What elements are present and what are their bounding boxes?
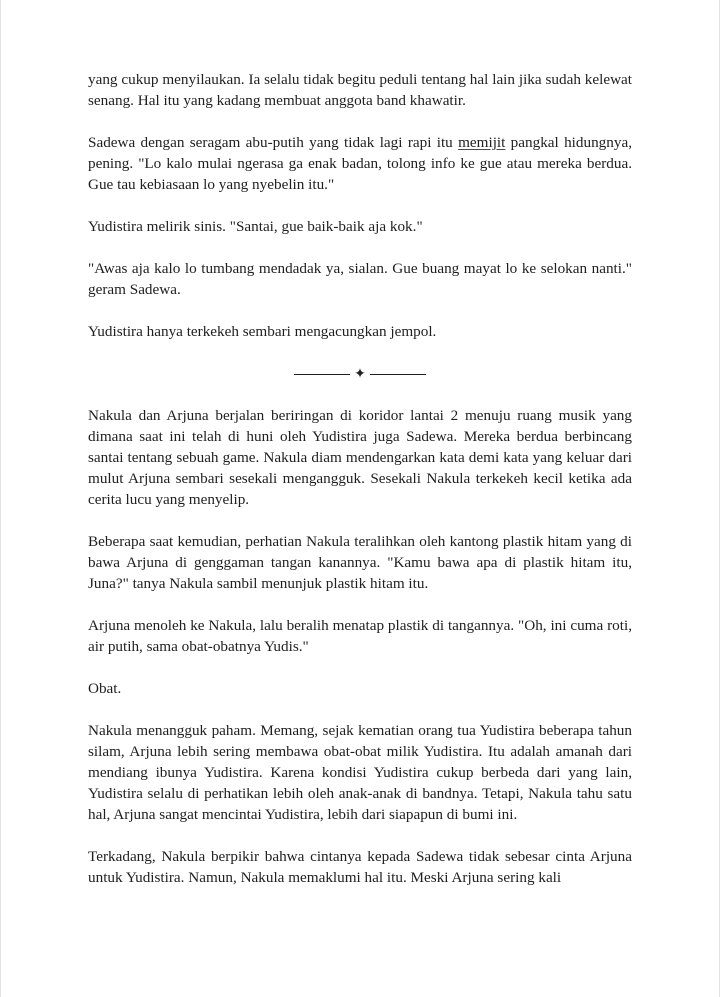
paragraph-2-start: Sadewa dengan seragam abu-putih yang tidak lagi rapi itu [88, 134, 459, 151]
paragraph-10: Nakula menangguk paham. Memang, sejak kematian orang tua Yudistira beberapa tahun silam, Arjuna lebih sering membawa obat-obat milik Yudistira. Itu adalah amanah dari mendiang ibunya Yudistira. Karena kondisi Yudistira cukup berbeda dari yang lain, Yudistira selalu di perhatikan lebih oleh anak-anak di bandnya. Tetapi, Nakula tahu satu hal, Arjuna sangat mencintai Yudistira, lebih dari siapapun di bumi ini. [88, 722, 632, 823]
paragraph-1: yang cukup menyilaukan. Ia selalu tidak begitu peduli tentang hal lain jika sudah kelewat senang. Hal itu yang kadang membuat anggota band khawatir. [88, 71, 632, 109]
paragraph-7: Beberapa saat kemudian, perhatian Nakula teralihkan oleh kantong plastik hitam yang di bawa Arjuna di genggaman tangan kanannya. "Kamu bawa apa di plastik hitam itu, Juna?" tanya Nakula sambil menunjuk plastik hitam itu. [88, 533, 632, 592]
underlined-word-memijit: memijit [458, 134, 506, 151]
paragraph-5: Yudistira hanya terkekeh sembari mengacungkan jempol. [88, 323, 437, 340]
paragraph-6: Nakula dan Arjuna berjalan beriringan di koridor lantai 2 menuju ruang musik yang dimana saat ini telah di huni oleh Yudistira juga Sadewa. Mereka berdua berbincang santai tentang sebuah game. Nakula diam mendengarkan kata demi kata yang keluar dari mulut Arjuna sembari sesekali mengangguk. Sesekali Nakula terkekeh kecil ketika ada cerita lucu yang menyelip. [88, 407, 632, 508]
paragraph-3: Yudistira melirik sinis. "Santai, gue baik-baik aja kok." [88, 218, 423, 235]
separator-rule-right [370, 374, 426, 375]
paragraph-4: "Awas aja kalo lo tumbang mendadak ya, sialan. Gue buang mayat lo ke selokan nanti." geram Sadewa. [88, 260, 632, 298]
sparkle-icon: ✦ [354, 366, 366, 383]
paragraph-2 [88, 132, 632, 195]
paragraph-8: Arjuna menoleh ke Nakula, lalu beralih menatap plastik di tangannya. "Oh, ini cuma roti, air putih, sama obat-obatnya Yudis." [88, 617, 632, 655]
paragraph-9: Obat. [88, 680, 122, 697]
paragraph-11: Terkadang, Nakula berpikir bahwa cintanya kepada Sadewa tidak sebesar cinta Arjuna untuk Yudistira. Namun, Nakula memaklumi hal itu. Meski Arjuna sering kali [88, 848, 632, 886]
section-separator [88, 363, 632, 384]
paragraph-2-end: pangkal hidungnya, pening. "Lo kalo mulai ngerasa ga enak badan, tolong info ke gue atau mereka berdua. Gue tau kebiasaan lo yang nyebelin itu." [88, 134, 632, 193]
document-page [88, 69, 632, 909]
separator-rule-left [294, 374, 350, 375]
